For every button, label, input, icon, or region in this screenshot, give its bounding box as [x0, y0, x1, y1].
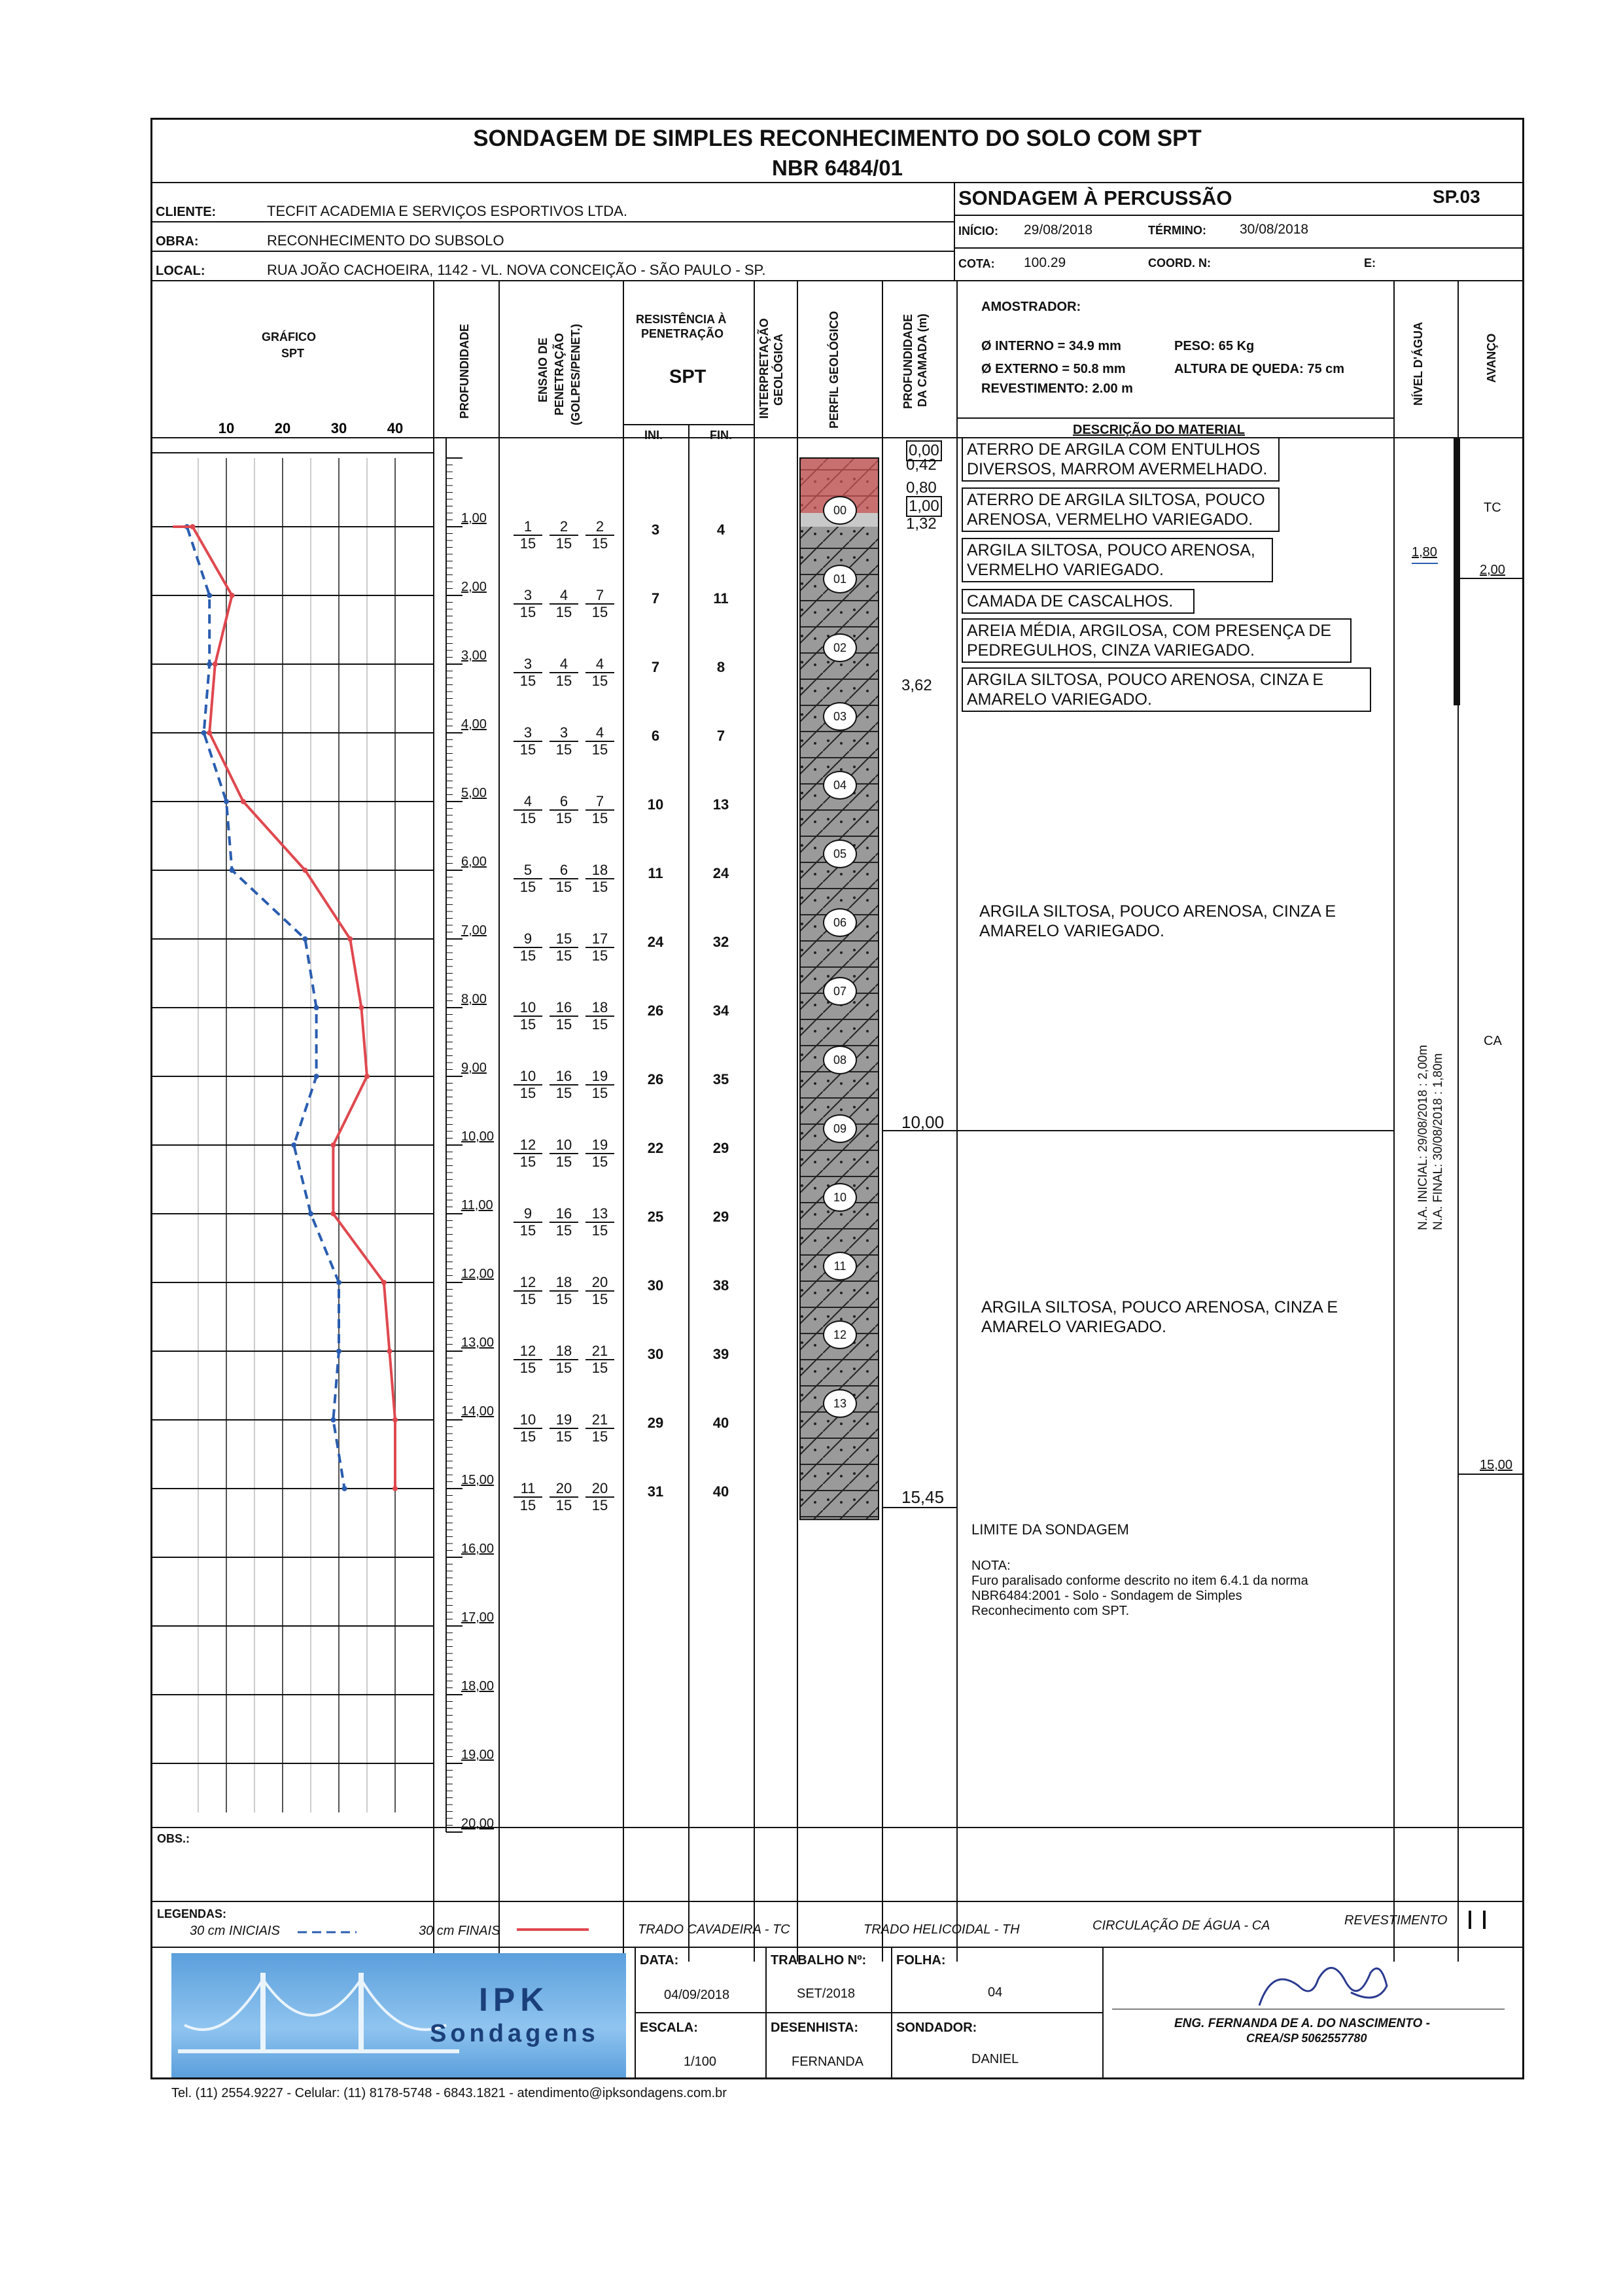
ensaio-fraction: $\frac{18}{15}$	[585, 862, 614, 895]
sample-marker: 07	[823, 977, 857, 1006]
spt-fin-value: 29	[712, 1140, 729, 1156]
prof-camada-header-2: DA CAMADA (m)	[916, 313, 929, 407]
data-point	[241, 799, 246, 804]
ensaio-fraction: $\frac{18}{15}$	[550, 1343, 578, 1376]
ensaio-fraction: $\frac{17}{15}$	[585, 931, 614, 964]
ensaio-fraction: $\frac{2}{15}$	[550, 519, 578, 552]
ensaio-fraction: $\frac{21}{15}$	[585, 1343, 614, 1376]
spt-fin-value: 35	[712, 1071, 729, 1087]
trabalho-value: SET/2018	[797, 1987, 855, 2001]
amostrador-revestimento: REVESTIMENTO: 2.00 m	[981, 381, 1133, 396]
ensaio-fraction: $\frac{16}{15}$	[550, 1000, 578, 1033]
layer-depth-042: 0,42	[906, 456, 937, 474]
data-point	[230, 593, 235, 598]
data-point	[336, 1349, 341, 1354]
prof-camada-header-1: PROFUNDIDADE	[901, 313, 915, 409]
data-point	[393, 1417, 398, 1422]
coord-label: COORD. N:	[1148, 256, 1211, 270]
data-value: 04/09/2018	[664, 1988, 730, 2002]
data-label: DATA:	[640, 1953, 679, 1968]
depth-label: 10,00	[461, 1129, 495, 1144]
avanco-ca-depth: 15,00	[1480, 1458, 1513, 1472]
sample-marker: 04	[823, 771, 857, 800]
obra-value: RECONHECIMENTO DO SUBSOLO	[267, 232, 504, 249]
depth-label: 7,00	[461, 923, 487, 938]
descricao-header: DESCRIÇÃO DO MATERIAL	[1073, 423, 1245, 437]
spt-ini-value: 30	[647, 1346, 664, 1362]
amostrador-externo: Ø EXTERNO = 50.8 mm	[981, 362, 1126, 376]
nota-line-2: NBR6484:2001 - Solo - Sondagem de Simples	[971, 1589, 1242, 1603]
ensaio-fraction: $\frac{3}{15}$	[514, 588, 542, 620]
spt-chart	[150, 419, 433, 1812]
ensaio-fraction: $\frac{20}{15}$	[585, 1275, 614, 1307]
coord-e-label: E:	[1364, 256, 1376, 270]
legend-rev-symbol	[1469, 1911, 1486, 1929]
spt-ini-value: 10	[647, 796, 664, 813]
depth-label: 13,00	[461, 1335, 495, 1350]
data-point	[347, 936, 353, 942]
data-point	[364, 1074, 370, 1079]
ensaio-fraction: $\frac{3}{15}$	[514, 656, 542, 689]
data-point	[302, 936, 307, 942]
nota-title: NOTA:	[971, 1559, 1011, 1573]
escala-label: ESCALA:	[640, 2021, 698, 2035]
legend-tc: TRADO CAVADEIRA - TC	[638, 1922, 790, 1937]
spt-fin-value: 34	[712, 1002, 729, 1019]
ensaio-fraction: $\frac{19}{15}$	[550, 1412, 578, 1445]
amostrador-peso: PESO: 65 Kg	[1174, 339, 1255, 353]
data-point	[381, 1280, 387, 1285]
depth-label: 11,00	[461, 1198, 493, 1212]
depth-label: 9,00	[461, 1061, 487, 1075]
spt-fin-value: 7	[716, 728, 725, 744]
logo-sondagens: Sondagens	[430, 2020, 599, 2047]
ensaio-fraction: $\frac{18}{15}$	[585, 1000, 614, 1033]
spt-fin-value: 4	[716, 521, 725, 538]
x-tick-label: 20	[274, 420, 291, 436]
sample-marker: 10	[823, 1183, 857, 1212]
ensaio-fraction: $\frac{19}{15}$	[585, 1069, 614, 1101]
nivel-agua-value: 1,80	[1412, 545, 1437, 559]
depth-label: 16,00	[461, 1542, 495, 1556]
data-point	[224, 799, 229, 804]
legend-title: LEGENDAS:	[157, 1907, 227, 1920]
escala-value: 1/100	[684, 2055, 717, 2069]
sample-marker: 08	[823, 1046, 857, 1074]
cota-value: 100.29	[1024, 255, 1066, 270]
layer-depth-1000: 10,00	[901, 1112, 945, 1132]
depth-label: 14,00	[461, 1404, 495, 1419]
nivel-header: NÍVEL D'ÁGUA	[1412, 322, 1425, 406]
termino-label: TÉRMINO:	[1148, 224, 1206, 237]
perfil-header: PERFIL GEOLÓGICO	[828, 311, 841, 429]
layer-depth-000: 0,00	[906, 440, 942, 461]
limite-sondagem: LIMITE DA SONDAGEM	[971, 1521, 1129, 1538]
spt-fin-value: 29	[712, 1209, 729, 1225]
spt-fin-value: 40	[712, 1415, 729, 1431]
ensaio-fraction: $\frac{12}{15}$	[514, 1137, 542, 1170]
data-point	[336, 1280, 341, 1285]
ensaio-header-2: PENETRAÇÃO	[553, 332, 566, 415]
cliente-value: TECFIT ACADEMIA E SERVIÇOS ESPORTIVOS LTDA.	[267, 203, 627, 219]
ensaio-fraction: $\frac{4}{15}$	[585, 656, 614, 689]
ensaio-fraction: $\frac{5}{15}$	[514, 862, 542, 895]
sondador-label: SONDADOR:	[896, 2021, 977, 2035]
ini-header: INI.	[644, 429, 663, 442]
desc-layer-2: ATERRO DE ARGILA SILTOSA, POUCO ARENOSA, VERMELHO VARIEGADO.	[962, 487, 1280, 532]
layer-depth-100: 1,00	[906, 496, 942, 517]
depth-label: 1,00	[461, 511, 487, 525]
sample-marker: 05	[823, 839, 857, 868]
na-final: N.A. FINAL: 30/08/2018 : 1,80m	[1431, 1053, 1445, 1230]
data-point	[314, 1005, 319, 1010]
spt-fin-value: 38	[712, 1277, 729, 1294]
sample-marker: 13	[823, 1389, 857, 1418]
avanco-ca: CA	[1484, 1034, 1502, 1048]
spt-ini-value: 6	[651, 728, 660, 744]
ensaio-fraction: $\frac{2}{15}$	[585, 519, 614, 552]
legend-fin-line	[517, 1926, 589, 1933]
termino-value: 30/08/2018	[1240, 222, 1309, 237]
data-point	[190, 524, 195, 529]
legend-ca: CIRCULAÇÃO DE ÁGUA - CA	[1092, 1918, 1270, 1933]
profundidade-header: PROFUNDIDADE	[458, 323, 471, 419]
depth-label: 2,00	[461, 580, 487, 594]
data-point	[302, 868, 307, 873]
sample-marker: 06	[823, 908, 857, 937]
data-point	[308, 1211, 313, 1216]
ipk-logo	[171, 1953, 626, 2077]
fin-header: FIN.	[710, 429, 732, 442]
folha-value: 04	[988, 1985, 1003, 2000]
sample-marker: 03	[823, 702, 857, 731]
ensaio-fraction: $\frac{20}{15}$	[550, 1481, 578, 1513]
spt-ini-value: 29	[647, 1415, 664, 1431]
crea: CREA/SP 5062557780	[1246, 2032, 1367, 2045]
contato: Tel. (11) 2554.9227 - Celular: (11) 8178-5748 - 6843.1821 - atendimento@ipksondagens.com.br	[171, 2086, 727, 2100]
depth-label: 20,00	[461, 1816, 495, 1831]
ensaio-fraction: $\frac{12}{15}$	[514, 1343, 542, 1376]
bridge-icon	[171, 1953, 626, 2077]
ensaio-fraction: $\frac{10}{15}$	[550, 1137, 578, 1170]
data-point	[342, 1486, 347, 1491]
data-point	[330, 1211, 336, 1216]
spt-ini-value: 25	[647, 1209, 664, 1225]
desc-layer-8: ARGILA SILTOSA, POUCO ARENOSA, CINZA E AMARELO VARIEGADO.	[981, 1298, 1338, 1336]
avanco-tc-depth: 2,00	[1480, 563, 1505, 577]
ensaio-fraction: $\frac{15}{15}$	[550, 931, 578, 964]
sample-marker: 09	[823, 1114, 857, 1143]
desc-layer-5: AREIA MÉDIA, ARGILOSA, COM PRESENÇA DE PEDREGULHOS, CINZA VARIEGADO.	[962, 618, 1352, 663]
spt-fin-value: 40	[712, 1483, 729, 1500]
spt-header: SPT	[669, 366, 707, 387]
ensaio-fraction: $\frac{7}{15}$	[585, 588, 614, 620]
sondador-value: DANIEL	[971, 2052, 1019, 2066]
folha-label: FOLHA:	[896, 1953, 946, 1968]
sample-marker: 11	[823, 1252, 857, 1280]
data-point	[230, 868, 235, 873]
resistencia-header-2: PENETRAÇÃO	[641, 327, 724, 340]
ensaio-fraction: $\frac{7}{15}$	[585, 794, 614, 826]
ensaio-fraction: $\frac{4}{15}$	[550, 588, 578, 620]
grafico-sub-header: SPT	[281, 347, 305, 360]
legend-fin: 30 cm FINAIS	[419, 1924, 500, 1938]
ensaio-fraction: $\frac{3}{15}$	[514, 725, 542, 758]
desc-layer-6: ARGILA SILTOSA, POUCO ARENOSA, CINZA E AMARELO VARIEGADO.	[962, 667, 1371, 712]
sample-marker: 01	[823, 565, 857, 593]
obs-label: OBS.:	[157, 1832, 190, 1845]
ensaio-fraction: $\frac{6}{15}$	[550, 862, 578, 895]
spt-ini-value: 7	[651, 590, 660, 607]
desc-layer-3: ARGILA SILTOSA, POUCO ARENOSA, VERMELHO VARIEGADO.	[962, 538, 1273, 582]
ensaio-fraction: $\frac{10}{15}$	[514, 1069, 542, 1101]
report-subtitle: NBR 6484/01	[772, 156, 903, 180]
amostrador-interno: Ø INTERNO = 34.9 mm	[981, 339, 1121, 353]
spt-ini-value: 26	[647, 1071, 664, 1087]
spt-ini-value: 26	[647, 1002, 664, 1019]
desenhista-label: DESENHISTA:	[771, 2021, 859, 2035]
interp-header-2: GEOLÓGICA	[772, 333, 785, 406]
ensaio-fraction: $\frac{20}{15}$	[585, 1481, 614, 1513]
ensaio-fraction: $\frac{9}{15}$	[514, 931, 542, 964]
sondagem-codigo: SP.03	[1433, 186, 1480, 207]
nota-line-3: Reconhecimento com SPT.	[971, 1604, 1130, 1618]
local-label: LOCAL:	[156, 264, 205, 278]
cliente-label: CLIENTE:	[156, 205, 217, 219]
interp-header-1: INTERPRETAÇÃO	[758, 318, 771, 419]
spt-fin-value: 24	[712, 865, 729, 881]
data-point	[330, 1142, 336, 1148]
data-point	[201, 730, 207, 735]
spt-fin-value: 11	[713, 590, 729, 607]
spt-fin-value: 39	[712, 1346, 729, 1362]
sondagem-tipo: SONDAGEM À PERCUSSÃO	[958, 186, 1232, 209]
x-tick-label: 30	[330, 420, 347, 436]
amostrador-title: AMOSTRADOR:	[981, 300, 1081, 314]
desc-layer-1: ATERRO DE ARGILA COM ENTULHOS DIVERSOS, MARROM AVERMELHADO.	[962, 437, 1280, 482]
layer-argila	[800, 527, 879, 1519]
depth-label: 6,00	[461, 855, 487, 869]
data-point	[291, 1142, 296, 1148]
ensaio-fraction: $\frac{18}{15}$	[550, 1275, 578, 1307]
ensaio-fraction: $\frac{6}{15}$	[550, 794, 578, 826]
spt-ini-value: 31	[647, 1483, 664, 1500]
data-point	[330, 1417, 336, 1422]
nivel-agua-marker	[1412, 563, 1438, 564]
spt-ini-value: 30	[647, 1277, 664, 1294]
obra-label: OBRA:	[156, 234, 199, 249]
depth-label: 3,00	[461, 648, 487, 663]
desc-layer-7: ARGILA SILTOSA, POUCO ARENOSA, CINZA E AMARELO VARIEGADO.	[979, 902, 1336, 940]
data-point	[207, 593, 212, 598]
data-point	[213, 662, 218, 667]
avanco-tc: TC	[1484, 501, 1501, 515]
depth-label: 17,00	[461, 1610, 495, 1625]
spt-ini-value: 11	[648, 865, 663, 881]
spt-fin-value: 13	[712, 796, 729, 813]
ensaio-fraction: $\frac{13}{15}$	[585, 1206, 614, 1239]
data-point	[207, 730, 212, 735]
ensaio-fraction: $\frac{4}{15}$	[585, 725, 614, 758]
spt-ini-value: 24	[647, 934, 664, 950]
spt-ini-value: 22	[647, 1140, 664, 1156]
cota-label: COTA:	[958, 257, 995, 270]
inicio-value: 29/08/2018	[1024, 222, 1093, 238]
local-value: RUA JOÃO CACHOEIRA, 1142 - VL. NOVA CONCEIÇÃO - SÃO PAULO - SP.	[267, 262, 766, 278]
legend-ini-line	[298, 1929, 357, 1935]
depth-label: 12,00	[461, 1267, 495, 1281]
logo-ipk: IPK	[479, 1981, 550, 2018]
grafico-header: GRÁFICO	[262, 330, 316, 344]
sample-marker: 12	[823, 1320, 857, 1349]
ensaio-header-3: (GOLPES/PENET.)	[569, 323, 582, 425]
na-inicial: N.A. INICIAL: 29/08/2018 : 2,00m	[1416, 1044, 1430, 1230]
data-point	[207, 662, 212, 667]
ensaio-fraction: $\frac{9}{15}$	[514, 1206, 542, 1239]
report-title: SONDAGEM DE SIMPLES RECONHECIMENTO DO SOLO COM SPT	[473, 126, 1202, 151]
ensaio-fraction: $\frac{10}{15}$	[514, 1000, 542, 1033]
legend-ini: 30 cm INICIAIS	[190, 1924, 280, 1938]
depth-label: 4,00	[461, 717, 487, 732]
ensaio-fraction: $\frac{11}{15}$	[514, 1481, 542, 1513]
spt-fin-value: 32	[712, 934, 729, 950]
x-tick-label: 40	[387, 420, 404, 436]
legend-th: TRADO HELICOIDAL - TH	[864, 1922, 1020, 1937]
ensaio-fraction: $\frac{16}{15}$	[550, 1206, 578, 1239]
depth-label: 15,00	[461, 1473, 495, 1487]
ensaio-fraction: $\frac{10}{15}$	[514, 1412, 542, 1445]
revestimento-bar	[1454, 437, 1460, 705]
desenhista-value: FERNANDA	[792, 2055, 864, 2069]
ensaio-fraction: $\frac{19}{15}$	[585, 1137, 614, 1170]
layer-depth-1545: 15,45	[901, 1487, 945, 1507]
data-point	[393, 1486, 398, 1491]
sample-marker: 02	[823, 633, 857, 662]
layer-depth-132: 1,32	[906, 515, 937, 533]
resistencia-header-1: RESISTÊNCIA À	[636, 313, 727, 326]
ensaio-fraction: $\frac{1}{15}$	[514, 519, 542, 552]
spt-ini-value: 3	[651, 521, 660, 538]
nota-line-1: Furo paralisado conforme descrito no item 6.4.1 da norma	[971, 1574, 1308, 1588]
depth-label: 19,00	[461, 1748, 495, 1762]
layer-depth-362: 3,62	[901, 677, 932, 694]
inicio-label: INÍCIO:	[958, 224, 998, 238]
avanco-header: AVANÇO	[1485, 333, 1498, 383]
engenheira: ENG. FERNANDA DE A. DO NASCIMENTO -	[1174, 2017, 1430, 2030]
x-tick-label: 10	[218, 420, 235, 436]
depth-label: 18,00	[461, 1679, 495, 1693]
ensaio-fraction: $\frac{3}{15}$	[550, 725, 578, 758]
spt-ini-value: 7	[651, 659, 660, 675]
spt-fin-value: 8	[716, 659, 725, 675]
trabalho-label: TRABALHO Nº:	[771, 1953, 867, 1968]
ensaio-fraction: $\frac{4}{15}$	[514, 794, 542, 826]
ensaio-fraction: $\frac{21}{15}$	[585, 1412, 614, 1445]
data-point	[358, 1005, 364, 1010]
data-point	[314, 1074, 319, 1079]
layer-depth-080: 0,80	[906, 479, 937, 497]
ensaio-fraction: $\frac{16}{15}$	[550, 1069, 578, 1101]
desc-layer-4: CAMADA DE CASCALHOS.	[962, 589, 1195, 614]
sample-marker: 00	[823, 496, 857, 525]
ensaio-fraction: $\frac{12}{15}$	[514, 1275, 542, 1307]
legend-rev: REVESTIMENTO	[1344, 1913, 1448, 1928]
amostrador-altura: ALTURA DE QUEDA: 75 cm	[1174, 362, 1345, 376]
ensaio-header-1: ENSAIO DE	[536, 337, 550, 402]
ensaio-fraction: $\frac{4}{15}$	[550, 656, 578, 689]
depth-label: 8,00	[461, 992, 487, 1006]
data-point	[387, 1349, 392, 1354]
depth-label: 5,00	[461, 786, 487, 800]
